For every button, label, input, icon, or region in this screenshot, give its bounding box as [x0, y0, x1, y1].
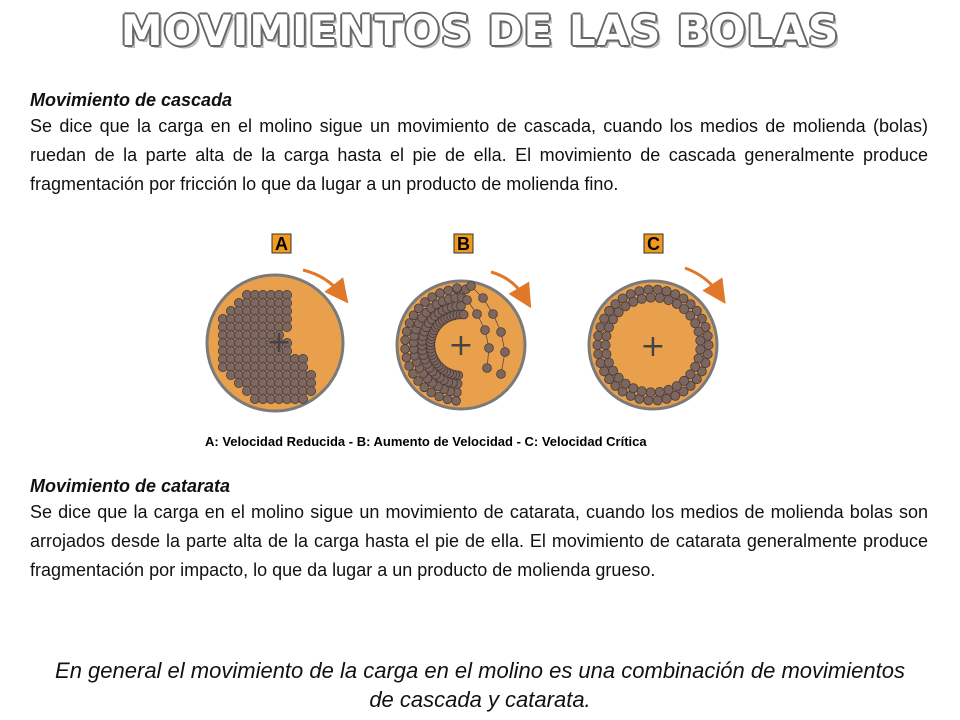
ball — [485, 344, 494, 353]
ball — [479, 294, 488, 303]
section-cascada — [30, 88, 928, 199]
ball — [501, 348, 510, 357]
mill-b — [397, 281, 525, 409]
badge-b-label: B — [457, 234, 470, 254]
ball — [664, 385, 673, 394]
ball — [489, 310, 498, 319]
figure-caption: A: Velocidad Reducida - B: Aumento de Velocidad - C: Velocidad Crítica — [205, 434, 647, 449]
paragraph-catarata: Se dice que la carga en el molino sigue un movimiento de catarata, cuando los medios de molienda bolas son arrojados desde la parte alta de la carga hasta el pie de ella. El movimiento de catarata generalmente produce fragmentación por impacto, lo que da lugar a un producto de molienda grueso. — [30, 502, 928, 580]
ball — [637, 294, 646, 303]
ball — [704, 340, 713, 349]
rotation-arrow-c-icon — [685, 268, 719, 294]
mill-a-center-mark: + — [266, 325, 292, 360]
ball — [453, 284, 462, 293]
badge-a-label: A — [275, 234, 288, 254]
ball — [483, 364, 492, 373]
closing-statement: En general el movimiento de la carga en el molino es una combinación de movimientos de cascada y catarata. — [55, 658, 905, 712]
ball — [436, 289, 445, 298]
badge-c-label: C — [647, 234, 660, 254]
ball — [696, 336, 705, 345]
ball — [694, 354, 703, 363]
ball — [444, 286, 453, 295]
section-heading-cascada: Movimiento de cascada — [30, 90, 233, 110]
ball — [637, 387, 646, 396]
ball — [497, 328, 506, 337]
ball — [405, 319, 414, 328]
ball — [497, 370, 506, 379]
ball — [653, 396, 662, 405]
ball — [401, 345, 410, 354]
section-heading-catarata: Movimiento de catarata — [30, 476, 231, 496]
ball — [604, 358, 613, 367]
ball — [672, 382, 681, 391]
mill-b-center-mark: + — [448, 328, 474, 363]
ball — [602, 331, 611, 340]
ball — [629, 297, 638, 306]
ball — [694, 327, 703, 336]
ball — [401, 336, 410, 345]
badge-a — [272, 234, 291, 254]
ball — [655, 387, 664, 396]
ball — [601, 340, 610, 349]
ball — [481, 326, 490, 335]
page-title: MOVIMIENTOS DE LAS BOLAS — [120, 6, 840, 55]
mill-c — [589, 281, 717, 409]
ball — [402, 327, 411, 336]
ball — [306, 386, 315, 395]
ball — [662, 287, 671, 296]
ball — [655, 293, 664, 302]
mill-c-center-mark: + — [640, 329, 666, 364]
ball — [459, 310, 468, 319]
ball — [443, 395, 452, 404]
ball — [691, 319, 700, 328]
ball — [452, 396, 461, 405]
ball — [467, 282, 476, 291]
section-catarata — [30, 474, 928, 585]
ball — [596, 358, 605, 367]
ball — [298, 394, 307, 403]
ball — [696, 345, 705, 354]
mill-figure — [195, 228, 755, 456]
ball — [646, 293, 655, 302]
mill-a — [207, 275, 343, 411]
ball — [596, 322, 605, 331]
badge-b — [454, 234, 473, 254]
ball — [463, 296, 472, 305]
mill-diagram — [195, 228, 755, 456]
ball — [664, 296, 673, 305]
ball — [653, 285, 662, 294]
ball — [646, 388, 655, 397]
paragraph-cascada: Se dice que la carga en el molino sigue un movimiento de cascada, cuando los medios de molienda (bolas) ruedan de la parte alta de la carga hasta el pie de ella. El movimiento de cascada generalmente produce fragmentación por fricción lo que da lugar a un producto de molienda fino. — [30, 116, 928, 194]
ball — [473, 310, 482, 319]
ball — [662, 394, 671, 403]
badge-c — [644, 234, 663, 254]
ball — [602, 349, 611, 358]
ball — [600, 367, 609, 376]
ball — [402, 353, 411, 362]
